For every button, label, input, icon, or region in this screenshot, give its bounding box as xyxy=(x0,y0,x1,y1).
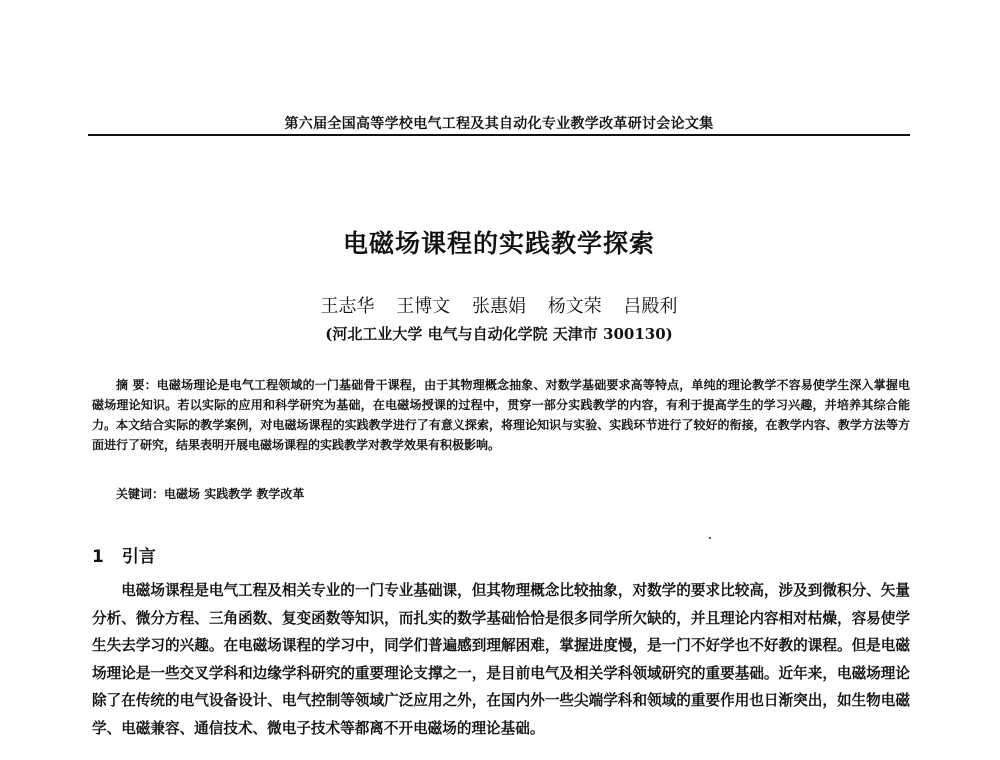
paper-title: 电磁场课程的实践教学探索 xyxy=(342,229,655,258)
keywords-text: 电磁场 实践教学 教学改革 xyxy=(164,487,305,501)
abstract-label: 摘 要： xyxy=(116,378,157,392)
section-number: 1 xyxy=(92,547,104,567)
affiliation: (河北工业大学 电气与自动化学院 天津市 300130) xyxy=(325,325,673,343)
keywords xyxy=(92,484,910,504)
keywords-label: 关键词： xyxy=(116,487,165,501)
running-header: 第六届全国高等学校电气工程及其自动化专业教学改革研讨会论文集 xyxy=(284,116,714,132)
section-title: 引言 xyxy=(121,547,156,567)
body-paragraph: 电磁场课程是电气工程及相关专业的一门专业基础课，但其物理概念比较抽象，对数学的要求比较高，涉及到微积分、矢量分析、微分方程、三角函数、复变函数等知识，而扎实的数学基础恰恰是很多同学所欠缺的，并且理论内容相对枯燥，容易使学生失去学习的兴趣。在电磁场课程的学习中，同学们普遍感到理解困难，掌握进度慢，是一门不好学也不好教的课程。但是电磁场理论是一些交叉学科和边缘学科研究的重要理论支撑之一，是目前电气及相关学科领域研究的重要基础。近年来，电磁场理论除了在传统的电气设备设计、电气控制等领域广泛应用之外，在国内外一些尖端学科和领域的重要作用也日渐突出，如生物电磁学、电磁兼容、通信技术、微电子技术等都离不开电磁场的理论基础。 xyxy=(92,582,910,737)
scan-speck xyxy=(709,537,711,539)
section-heading xyxy=(92,542,156,567)
abstract xyxy=(92,375,910,455)
abstract-text: 电磁场理论是电气工程领域的一门基础骨干课程，由于其物理概念抽象、对数学基础要求高等特点，单纯的理论教学不容易使学生深入掌握电磁场理论知识。若以实际的应用和科学研究为基础，在电磁场授课的过程中，贯穿一部分实践教学的内容，有利于提高学生的学习兴趣，并培养其综合能力。本文结合实际的教学案例，对电磁场课程的实践教学进行了有意义探索，将理论知识与实验、实践环节进行了较好的衔接，在教学内容、教学方法等方面进行了研究，结果表明开展电磁场课程的实践教学对教学效果有积极影响。 xyxy=(92,378,910,452)
header-rule xyxy=(88,134,910,136)
authors: 王志华 王博文 张惠娟 杨文荣 吕殿利 xyxy=(320,296,678,317)
